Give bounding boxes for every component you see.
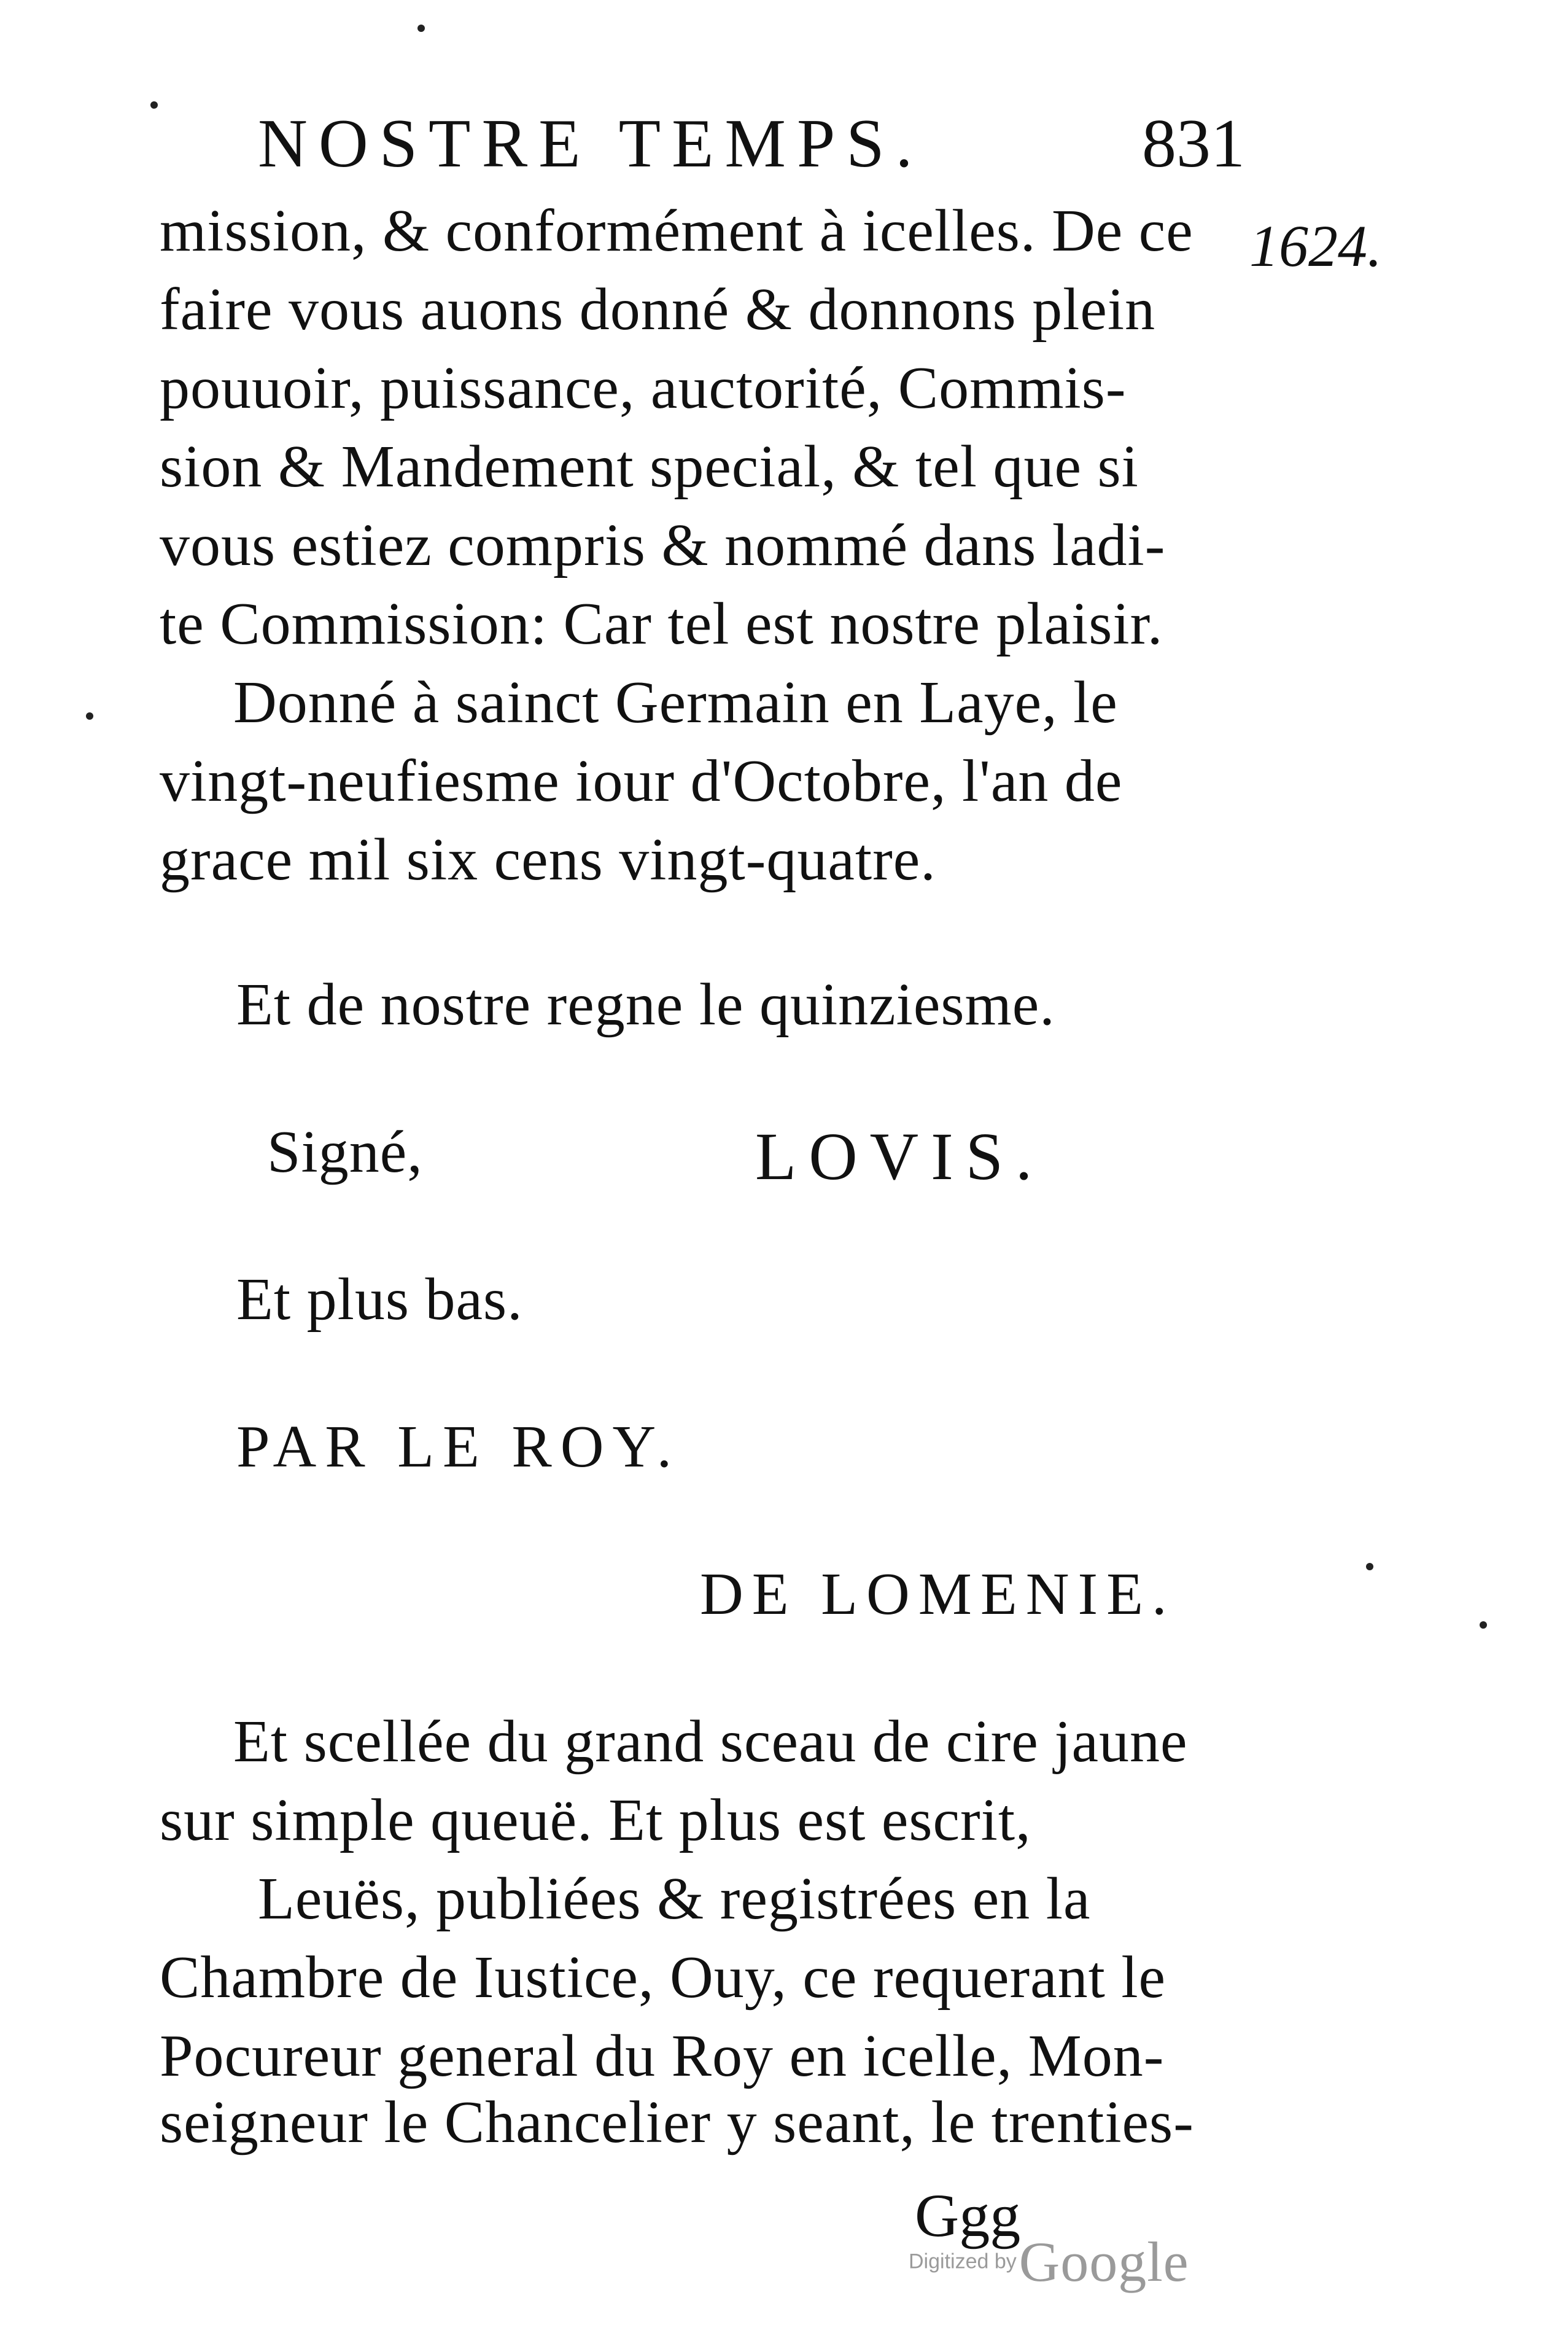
ink-speck: [1366, 1563, 1373, 1570]
signature-mark: Ggg: [915, 2181, 1021, 2249]
watermark-prefix: Digitized by: [909, 2249, 1017, 2273]
ink-speck: [86, 712, 93, 720]
digitized-watermark: [909, 2229, 1189, 2294]
text-line: pouuoir, puissance, auctorité, Commis-: [160, 355, 1127, 421]
text-line: vous estiez compris & nommé dans ladi-: [160, 512, 1166, 578]
ink-speck: [150, 101, 158, 109]
text-line: Leuës, publiées & registrées en la: [258, 1866, 1091, 1932]
par-le-roy: PAR LE ROY.: [236, 1414, 681, 1480]
text-line: te Commission: Car tel est nostre plaisir.: [160, 591, 1163, 657]
watermark-brand-logo: Google: [1019, 2230, 1189, 2293]
page-number: 831: [1142, 106, 1245, 182]
text-line: seigneur le Chancelier y seant, le trenties-: [160, 2089, 1194, 2156]
text-line: grace mil six cens vingt-quatre.: [160, 827, 936, 893]
signed-label: Signé,: [267, 1119, 423, 1185]
margin-year-note: 1624.: [1249, 213, 1382, 279]
text-line: faire vous auons donné & donnons plein: [160, 276, 1156, 343]
text-line: Pocureur general du Roy en icelle, Mon-: [160, 2023, 1165, 2089]
below-label: Et plus bas.: [236, 1266, 523, 1333]
ink-speck: [417, 25, 425, 32]
running-title: NOSTRE TEMPS.: [258, 106, 924, 182]
text-line: sur simple queuë. Et plus est escrit,: [160, 1787, 1031, 1853]
text-line: Donné à sainct Germain en Laye, le: [233, 669, 1118, 736]
text-line: Et scellée du grand sceau de cire jaune: [233, 1708, 1188, 1775]
text-line: Chambre de Iustice, Ouy, ce requerant le: [160, 1944, 1166, 2011]
text-line: mission, & conformément à icelles. De ce: [160, 198, 1193, 264]
ink-speck: [1480, 1621, 1487, 1629]
text-line: sion & Mandement special, & tel que si: [160, 434, 1139, 500]
text-line: vingt-neufiesme iour d'Octobre, l'an de: [160, 748, 1123, 814]
regnal-year-line: Et de nostre regne le quinziesme.: [236, 972, 1055, 1038]
secretary-signature: DE LOMENIE.: [700, 1561, 1176, 1627]
royal-signature: LOVIS.: [755, 1119, 1045, 1194]
